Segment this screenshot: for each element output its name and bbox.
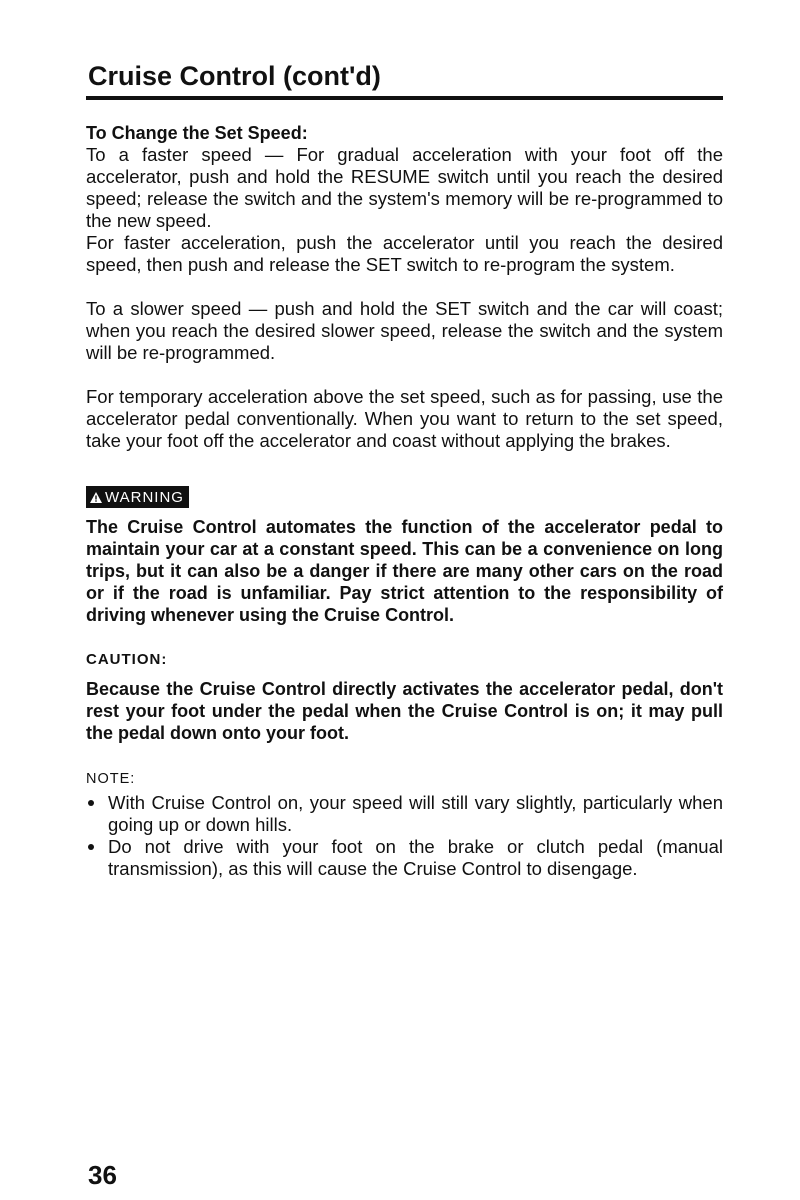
faster-speed-paragraph: To a faster speed — For gradual acceleration with your foot off the accelerator, push and hold the RESUME switch until you reach the desired speed; release the switch and the system's memory will be re-programmed to the new speed. <box>86 144 723 231</box>
faster-acceleration-paragraph: For faster acceleration, push the accelerator until you reach the desired speed, then push and release the SET switch to re-program the system. <box>86 232 723 275</box>
page-title: Cruise Control (cont'd) <box>88 61 381 91</box>
note-list <box>86 792 723 880</box>
caution-text: Because the Cruise Control directly activates the accelerator pedal, don't rest your foot under the pedal when the Cruise Control is on; it may pull the pedal down onto your foot. <box>86 679 723 743</box>
caution-label: CAUTION: <box>86 651 168 668</box>
note-item <box>86 792 723 836</box>
slower-speed-paragraph: To a slower speed — push and hold the SET switch and the car will coast; when you reach the desired slower speed, release the switch and the system will be re-programmed. <box>86 298 723 363</box>
page-number: 36 <box>88 1160 117 1190</box>
note-label: NOTE: <box>86 771 136 787</box>
spacer <box>86 276 723 298</box>
note-item-text: With Cruise Control on, your speed will still vary slightly, particularly when going up or down hills. <box>108 792 723 835</box>
temporary-acceleration-paragraph: For temporary acceleration above the set speed, such as for passing, use the accelerator pedal conventionally. When you want to return to the set speed, take your foot off the accelerator and coast without applying the brakes. <box>86 386 723 451</box>
bullet-icon <box>88 800 94 806</box>
spacer <box>86 364 723 386</box>
warning-text: The Cruise Control automates the function of the accelerator pedal to maintain your car at a constant speed. This can be a convenience on long trips, but it can also be a danger if there are many other cars on the road or if the road is unfamiliar. Pay strict attention to the responsibility of driving whenever using the Cruise Control. <box>86 517 723 625</box>
page-content <box>86 122 723 880</box>
page-header <box>86 58 723 100</box>
note-item-text: Do not drive with your foot on the brake or clutch pedal (manual transmission), as this will cause the Cruise Control to disengage. <box>108 836 723 879</box>
warning-badge <box>86 486 189 508</box>
bullet-icon <box>88 844 94 850</box>
warning-triangle-icon <box>90 492 102 503</box>
warning-label: WARNING <box>105 488 184 506</box>
change-speed-heading: To Change the Set Speed: <box>86 123 308 143</box>
note-item <box>86 836 723 880</box>
title-rule <box>86 96 723 100</box>
